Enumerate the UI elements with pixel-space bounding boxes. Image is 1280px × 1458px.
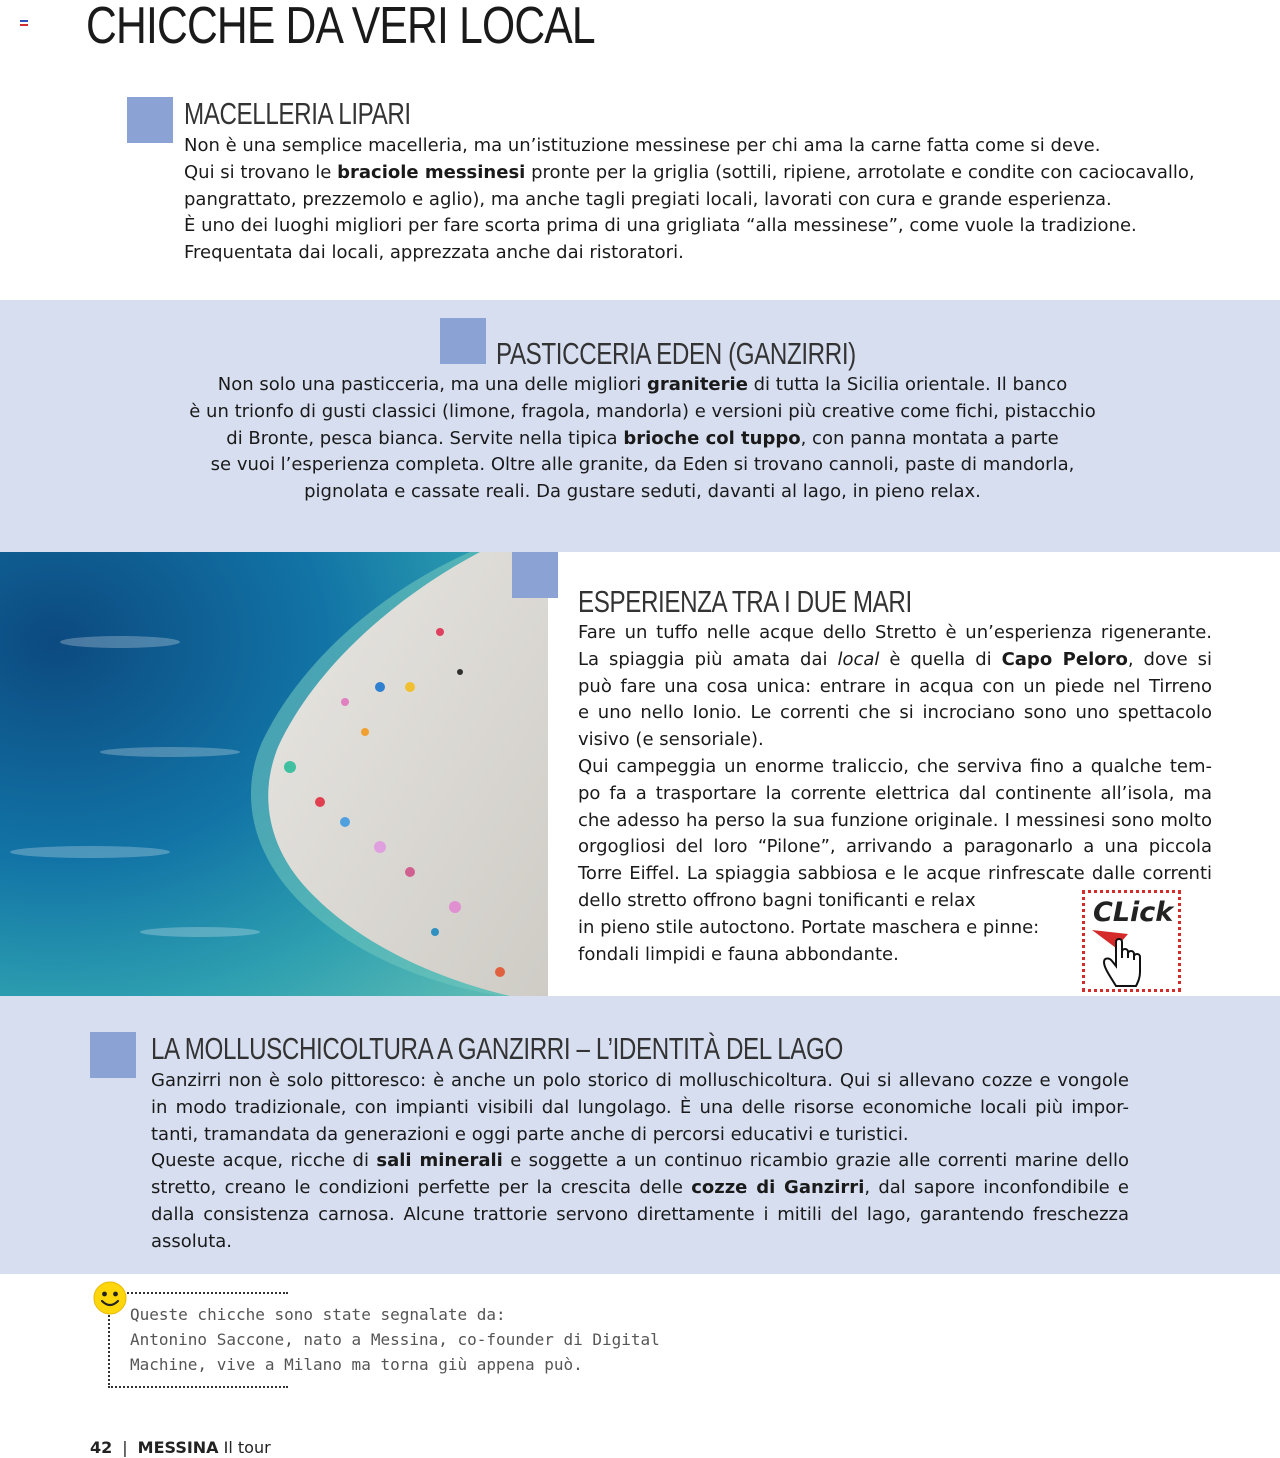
text-line: Non è una semplice macelleria, ma un’istituzione messinese per chi ama la carne fatta come si deve. (184, 135, 1101, 156)
page-title: CHICCHE DA VERI LOCAL (86, 0, 595, 55)
bold-text: sali minerali (376, 1150, 503, 1172)
text-line: assoluta. (151, 1230, 233, 1252)
italic-text: local (837, 648, 880, 670)
text-line: Fare un tuffo nelle acque dello Stretto è un’esperienza rigenerante. (578, 622, 1212, 643)
section-marker-square (127, 97, 173, 143)
bold-text: Capo Peloro (1001, 648, 1128, 670)
text-line: tanti, tramandata da generazioni e oggi parte anche di percorsi educativi e turistici. (151, 1123, 909, 1145)
section-heading-pasticceria: PASTICCERIA EDEN (GANZIRRI) (496, 336, 856, 371)
section-body-macelleria (184, 133, 1195, 267)
text-line: pangrattato, prezzemolo e aglio), ma anche tagli pregiati locali, lavorati con cura e grande esperienza. (184, 188, 1112, 210)
section-marker-square (90, 1032, 136, 1078)
bold-text: braciole messinesi (337, 161, 526, 183)
text-line: se vuoi l’esperienza completa. Oltre alle granite, da Eden si trovano cannoli, paste di mandorla, (210, 454, 1075, 476)
page-number: 42 (90, 1438, 113, 1457)
text-line: stretto, creano le condizioni perfette per la crescita delle cozze di Ganzirri, dal sapore inconfondibile e (151, 1177, 1129, 1199)
section-body-pasticceria (140, 372, 1145, 506)
section-body-molluschicoltura (151, 1068, 1129, 1256)
text-line: po fa a trasportare la corrente elettrica dal continente all’isola, ma (578, 782, 1212, 804)
text-line: Non solo una pasticceria, ma una delle migliori graniterie di tutta la Sicilia orientale. Il banco (217, 374, 1068, 395)
note-text (130, 1302, 660, 1377)
text-line: in pieno stile autoctono. Portate maschera e pinne: (578, 916, 1040, 938)
text-line: in modo tradizionale, con impianti visibili dal lungolago. È una delle risorse economiche locali più impor- (151, 1096, 1129, 1118)
text-line: Qui campeggia un enorme traliccio, che serviva fino a qualche tem- (578, 755, 1212, 777)
text-line: È uno dei luoghi migliori per fare scorta prima di una grigliata “alla messinese”, come vuole la tradizione. (184, 215, 1137, 237)
page-footer (90, 1438, 271, 1457)
text-line: Queste acque, ricche di sali minerali e soggette a un continuo ricambio grazie alle correnti marine dello (151, 1150, 1129, 1172)
text-line: Qui si trovano le braciole messinesi pronte per la griglia (sottili, ripiene, arrotolate e condite con caciocavallo, (184, 161, 1195, 183)
text-line: dello stretto offrono bagni tonificanti e relax (578, 889, 976, 911)
note-line: Antonino Saccone, nato a Messina, co-founder di Digital (130, 1330, 660, 1349)
text-line: dalla consistenza carnosa. Alcune trattorie servono direttamente i mitili del lago, garantendo freschezza (151, 1203, 1129, 1225)
footer-separator: | (122, 1438, 128, 1457)
beach-aerial-photo (0, 552, 548, 996)
footer-city: MESSINA (137, 1438, 219, 1457)
note-line: Queste chicche sono state segnalate da: (130, 1305, 506, 1324)
click-label: CLick (1093, 897, 1174, 928)
text-line: pignolata e cassate reali. Da gustare seduti, davanti al lago, in pieno relax. (304, 481, 981, 503)
text-line: La spiaggia più amata dai local è quella di Capo Peloro, dove si (578, 648, 1212, 670)
text-line: può fare una cosa unica: entrare in acqua con un piede nel Tirreno (578, 675, 1212, 697)
bold-text: cozze di Ganzirri (691, 1177, 865, 1199)
section-heading-macelleria: MACELLERIA LIPARI (184, 96, 411, 131)
text-line: e uno nello Ionio. Le correnti che si incrociano sono uno spettacolo (578, 702, 1212, 724)
text-line: di Bronte, pesca bianca. Servite nella tipica brioche col tuppo, con panna montata a parte (226, 427, 1059, 449)
footer-subtitle: Il tour (223, 1438, 271, 1457)
flag-icon (20, 20, 28, 26)
smiley-icon (92, 1280, 128, 1316)
note-line: Machine, vive a Milano ma torna giù appena può. (130, 1355, 583, 1374)
text-line: Torre Eiffel. La spiaggia sabbiosa e le acque rinfrescate dalle correnti (578, 863, 1212, 885)
text-line: Ganzirri non è solo pittoresco: è anche un polo storico di molluschicoltura. Qui si allevano cozze e vongole (151, 1070, 1129, 1091)
text-line: è un trionfo di gusti classici (limone, fragola, mandorla) e versioni più creative come fichi, pistacchio (189, 400, 1096, 422)
section-heading-molluschicoltura: LA MOLLUSCHICOLTURA A GANZIRRI – L’IDENTITÀ DEL LAGO (151, 1031, 843, 1066)
text-line: che adesso ha perso la sua funzione originale. I messinesi sono molto (578, 809, 1212, 831)
bold-text: brioche col tuppo (623, 427, 801, 449)
text-line: Frequentata dai locali, apprezzata anche dai ristoratori. (184, 242, 684, 264)
click-button[interactable] (1082, 890, 1181, 992)
text-line: fondali limpidi e fauna abbondante. (578, 943, 899, 965)
bold-text: graniterie (646, 374, 748, 395)
section-marker-square (512, 552, 558, 598)
hand-pointer-icon (1082, 890, 1181, 992)
text-line: visivo (e sensoriale). (578, 729, 764, 751)
text-line: orgogliosi del loro “Pilone”, arrivando a paragonarlo a una piccola (578, 836, 1212, 858)
section-heading-due-mari: ESPERIENZA TRA I DUE MARI (578, 584, 912, 619)
section-marker-square (440, 318, 486, 364)
